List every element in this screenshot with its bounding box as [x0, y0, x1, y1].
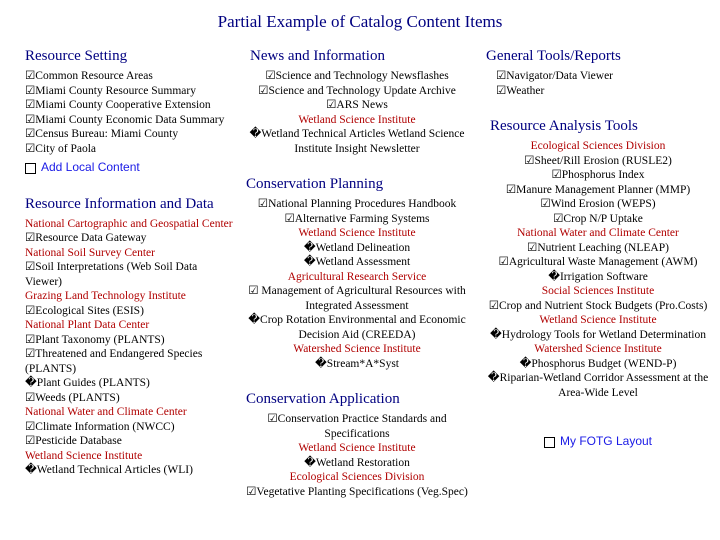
catalog-item[interactable]: ☑Resource Data Gateway [25, 232, 147, 244]
catalog-item[interactable]: �Wetland Assessment [303, 256, 411, 268]
analysis-list [484, 139, 712, 400]
conservation-planning-heading: Conservation Planning [246, 176, 384, 192]
setting-item[interactable]: ☑Miami County Resource Summary [25, 84, 196, 97]
setting-item[interactable]: ☑Miami County Economic Data Summary [25, 113, 225, 126]
application-list [246, 412, 468, 499]
resource-information-list [25, 217, 235, 478]
source-label: Wetland Science Institute [25, 449, 143, 462]
catalog-item[interactable]: ☑Weeds (PLANTS) [25, 391, 120, 404]
catalog-item[interactable]: ☑Ecological Sites (ESIS) [25, 304, 144, 317]
planning-list [246, 197, 468, 371]
source-label: Ecological Sciences Division [530, 140, 666, 152]
source-label: National Water and Climate Center [517, 227, 679, 239]
general-tools-heading: General Tools/Reports [486, 48, 621, 64]
setting-item[interactable]: ☑Census Bureau: Miami County [25, 128, 179, 140]
catalog-item[interactable]: ☑Vegetative Planting Specifications (Veg.Spec) [246, 485, 468, 498]
catalog-item[interactable]: ☑ARS News [326, 99, 388, 111]
column-middle [246, 46, 468, 499]
catalog-item[interactable]: ☑Sheet/Rill Erosion (RUSLE2) [524, 154, 672, 167]
source-label: Watershed Science Institute [534, 343, 662, 355]
source-label: Wetland Science Institute [539, 314, 657, 326]
catalog-item[interactable]: �Riparian-Wetland Corridor Assessment at the Area-Wide Level [487, 372, 709, 399]
catalog-item[interactable]: �Crop Rotation Environmental and Economic Decision Aid (CREEDA) [248, 314, 466, 341]
catalog-item[interactable]: ☑Agricultural Waste Management (AWM) [498, 256, 698, 268]
catalog-item[interactable]: �Wetland Delineation [303, 241, 411, 254]
resource-information-heading: Resource Information and Data [25, 195, 214, 212]
source-label: Wetland Science Institute [298, 227, 416, 239]
catalog-item[interactable]: ☑Threatened and Endangered Species (PLANTS) [25, 348, 203, 375]
news-heading: News and Information [250, 48, 385, 64]
tool-item[interactable]: ☑Weather [496, 84, 545, 97]
source-label: Grazing Land Technology Institute [25, 290, 186, 302]
catalog-item[interactable]: ☑Soil Interpretations (Web Soil Data Viewer) [25, 261, 198, 288]
source-label: National Plant Data Center [25, 319, 150, 331]
catalog-item[interactable]: ☑Nutrient Leaching (NLEAP) [527, 241, 669, 254]
source-label: National Cartographic and Geospatial Center [25, 217, 233, 230]
column-left [25, 46, 235, 478]
source-label: Ecological Sciences Division [289, 471, 425, 483]
catalog-item[interactable]: ☑Phosphorus Index [551, 169, 645, 181]
source-label: Watershed Science Institute [293, 343, 421, 355]
catalog-item[interactable]: ☑Wind Erosion (WEPS) [540, 198, 656, 210]
catalog-item[interactable]: ☑Manure Management Planner (MMP) [505, 183, 691, 196]
catalog-item[interactable]: �Phosphorus Budget (WEND-P) [519, 357, 677, 370]
checkbox-icon[interactable] [544, 437, 555, 448]
catalog-item[interactable]: ☑Crop and Nutrient Stock Budgets (Pro.Costs) [488, 299, 708, 312]
catalog-item[interactable]: �Stream*A*Syst [315, 357, 399, 370]
source-label: Wetland Science Institute [298, 442, 416, 454]
checkbox-icon[interactable] [25, 163, 36, 174]
catalog-item[interactable]: �Wetland Restoration [304, 456, 410, 469]
catalog-item[interactable]: ☑ Management of Agricultural Resources with Integrated Assessment [248, 285, 466, 312]
source-label: Agricultural Research Service [287, 270, 427, 283]
catalog-item[interactable]: ☑National Planning Procedures Handbook [257, 198, 457, 210]
catalog-item[interactable]: �Wetland Technical Articles Wetland Science Institute Insight Newsletter [249, 128, 465, 155]
column-right [484, 46, 712, 450]
add-local-content-link[interactable]: Add Local Content [41, 160, 140, 174]
catalog-item[interactable]: ☑Alternative Farming Systems [284, 212, 430, 225]
catalog-item[interactable]: ☑Conservation Practice Standards and Specifications [267, 413, 447, 440]
my-fotg-layout-row[interactable] [484, 434, 712, 450]
resource-analysis-heading: Resource Analysis Tools [490, 118, 638, 134]
source-label: Wetland Science Institute [298, 113, 416, 126]
source-label: Social Sciences Institute [541, 285, 655, 297]
page-title: Partial Example of Catalog Content Items [217, 12, 503, 31]
source-label: National Soil Survey Center [25, 246, 155, 259]
catalog-item[interactable]: ☑Plant Taxonomy (PLANTS) [25, 333, 165, 346]
catalog-item[interactable]: ☑Science and Technology Update Archive [258, 84, 456, 97]
setting-item[interactable]: ☑Miami County Cooperative Extension [25, 99, 211, 111]
catalog-item[interactable]: �Irrigation Software [548, 270, 648, 283]
catalog-item[interactable]: ☑Pesticide Database [25, 435, 122, 447]
my-fotg-layout-link[interactable]: My FOTG Layout [559, 434, 653, 448]
source-label: National Water and Climate Center [25, 406, 187, 418]
news-list [246, 69, 468, 156]
catalog-item[interactable]: ☑Science and Technology Newsflashes [265, 70, 449, 82]
resource-setting-heading: Resource Setting [25, 48, 128, 64]
tool-item[interactable]: ☑Navigator/Data Viewer [496, 70, 614, 82]
setting-item[interactable]: ☑Common Resource Areas [25, 70, 153, 82]
catalog-item[interactable]: �Plant Guides (PLANTS) [25, 377, 150, 389]
conservation-application-heading: Conservation Application [246, 391, 400, 407]
setting-item[interactable]: ☑City of Paola [25, 142, 96, 155]
catalog-item[interactable]: �Wetland Technical Articles (WLI) [25, 464, 193, 476]
tools-list [484, 69, 712, 98]
catalog-item[interactable]: ☑Crop N/P Uptake [553, 212, 643, 225]
catalog-item[interactable]: ☑Climate Information (NWCC) [25, 420, 175, 433]
add-local-content-row[interactable] [25, 160, 235, 176]
catalog-item[interactable]: �Hydrology Tools for Wetland Determination [490, 328, 706, 341]
